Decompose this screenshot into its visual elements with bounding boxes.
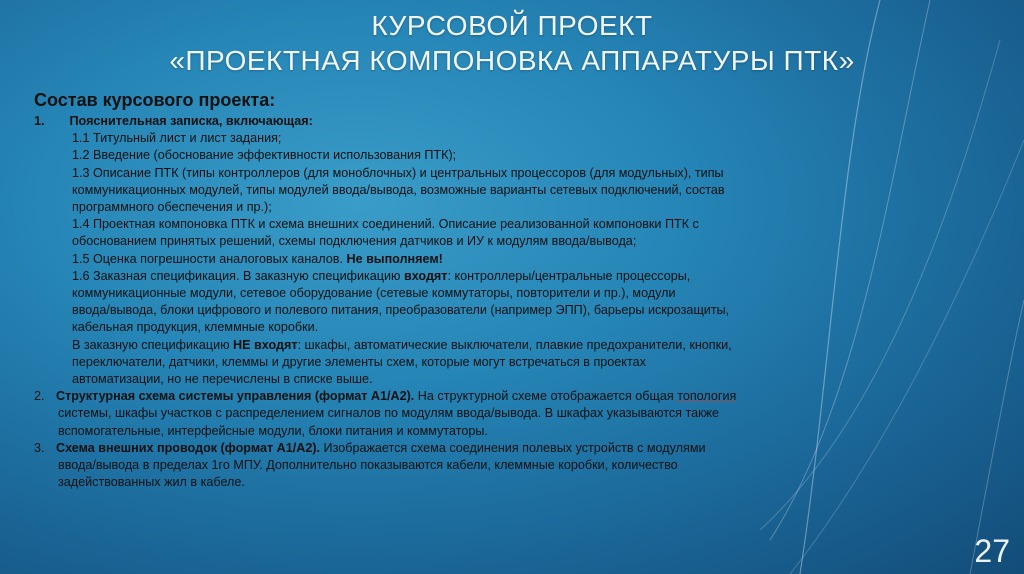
sub-item-excluded-line: автоматизации, но не перечислены в списке выше. xyxy=(72,372,373,387)
content-heading: Состав курсового проекта: xyxy=(34,90,276,110)
list-item-text: На структурной схеме отображается общая xyxy=(414,389,678,404)
sub-item-1-5 xyxy=(34,251,954,268)
excluded-label: НЕ входят xyxy=(233,337,298,352)
sub-item-1-6-line: ввода/вывода, блоки цифрового и полевого питания, преобразователи (например ЭПП), барьеры искрозащиты, xyxy=(72,303,730,318)
list-item-title: Схема внешних проводок (формат А1/А2). xyxy=(56,440,321,455)
list-item-1 xyxy=(34,113,954,130)
list-item-title: Пояснительная записка, включающая: xyxy=(69,114,313,128)
sub-item-text: 1.6 Заказная спецификация. В заказную спецификацию xyxy=(72,268,404,283)
sub-item-1-3-line: 1.3 Описание ПТК (типы контроллеров (для моноблочных) и центральных процессоров (для модульных), типы xyxy=(72,165,724,180)
list-item-2 xyxy=(34,388,954,405)
slide-title-line1: КУРСОВОЙ ПРОЕКТ xyxy=(371,10,653,41)
sub-item-1-1: 1.1 Титульный лист и лист задания; xyxy=(72,131,282,146)
slide-title xyxy=(0,8,1024,78)
list-item-2-line: системы, шкафы участков с распределением сигналов по модулям ввода/вывода. В шкафах указываются также xyxy=(58,406,720,421)
list-item-3-line: ввода/вывода в пределах 1го МПУ. Дополнительно показываются кабели, клеммные коробки, количество xyxy=(58,458,678,473)
sub-item-1-6-line: кабельная продукция, клеммные коробки. xyxy=(72,320,319,335)
included-label: входят xyxy=(403,268,448,283)
list-item-3 xyxy=(34,440,954,457)
sub-item-excluded xyxy=(34,337,954,354)
sub-item-text: 1.5 Оценка погрешности аналоговых каналов. xyxy=(72,251,347,266)
list-item-text: Изображается схема соединения полевых устройств с модулями xyxy=(320,440,706,455)
sub-item-1-6 xyxy=(34,268,954,285)
list-item-2-line: вспомогательные, интерфейсные модули, блоки питания и коммутаторы. xyxy=(58,423,488,438)
sub-item-1-4-line: 1.4 Проектная компоновка ПТК и схема внешних соединений. Описание реализованной компоновки ПТК с xyxy=(72,217,699,232)
sub-item-1-6-line: коммуникационные модули, сетевое оборудование (сетевые коммутаторы, повторители и пр.), модули xyxy=(72,286,676,301)
page-number: 27 xyxy=(974,533,1010,569)
sub-item-1-2: 1.2 Введение (обоснование эффективности использования ПТК); xyxy=(72,148,457,163)
sub-item-text: : контроллеры/центральные процессоры, xyxy=(447,268,691,283)
list-item-3-line: задействованных жил в кабеле. xyxy=(58,475,245,490)
sub-item-text: : шкафы, автоматические выключатели, плавкие предохранители, кнопки, xyxy=(297,337,732,352)
list-number: 2. xyxy=(34,389,45,404)
sub-item-text: В заказную спецификацию xyxy=(72,337,234,352)
underlined-word: топология xyxy=(677,389,737,404)
sub-item-excluded-line: переключатели, датчики, клеммы и другие элементы схем, которые могут встречаться в проектах xyxy=(72,354,646,369)
list-number: 3. xyxy=(34,440,45,455)
list-number: 1. xyxy=(34,114,45,128)
not-performed-label: Не выполняем! xyxy=(346,251,443,266)
sub-item-1-3-line: программного обеспечения и пр.); xyxy=(72,200,272,215)
slide-content xyxy=(34,90,954,491)
sub-item-1-4-line: обоснованием принятых решений, схемы подключения датчиков и ИУ к модулям ввода/вывода; xyxy=(72,234,637,249)
slide-title-line2: «ПРОЕКТНАЯ КОМПОНОВКА АППАРАТУРЫ ПТК» xyxy=(169,45,855,76)
list-item-title: Структурная схема системы управления (формат А1/А2). xyxy=(56,389,415,404)
sub-item-1-3-line: коммуникационных модулей, типы модулей ввода/вывода, возможные варианты сетевых подключений, состав xyxy=(72,182,725,197)
